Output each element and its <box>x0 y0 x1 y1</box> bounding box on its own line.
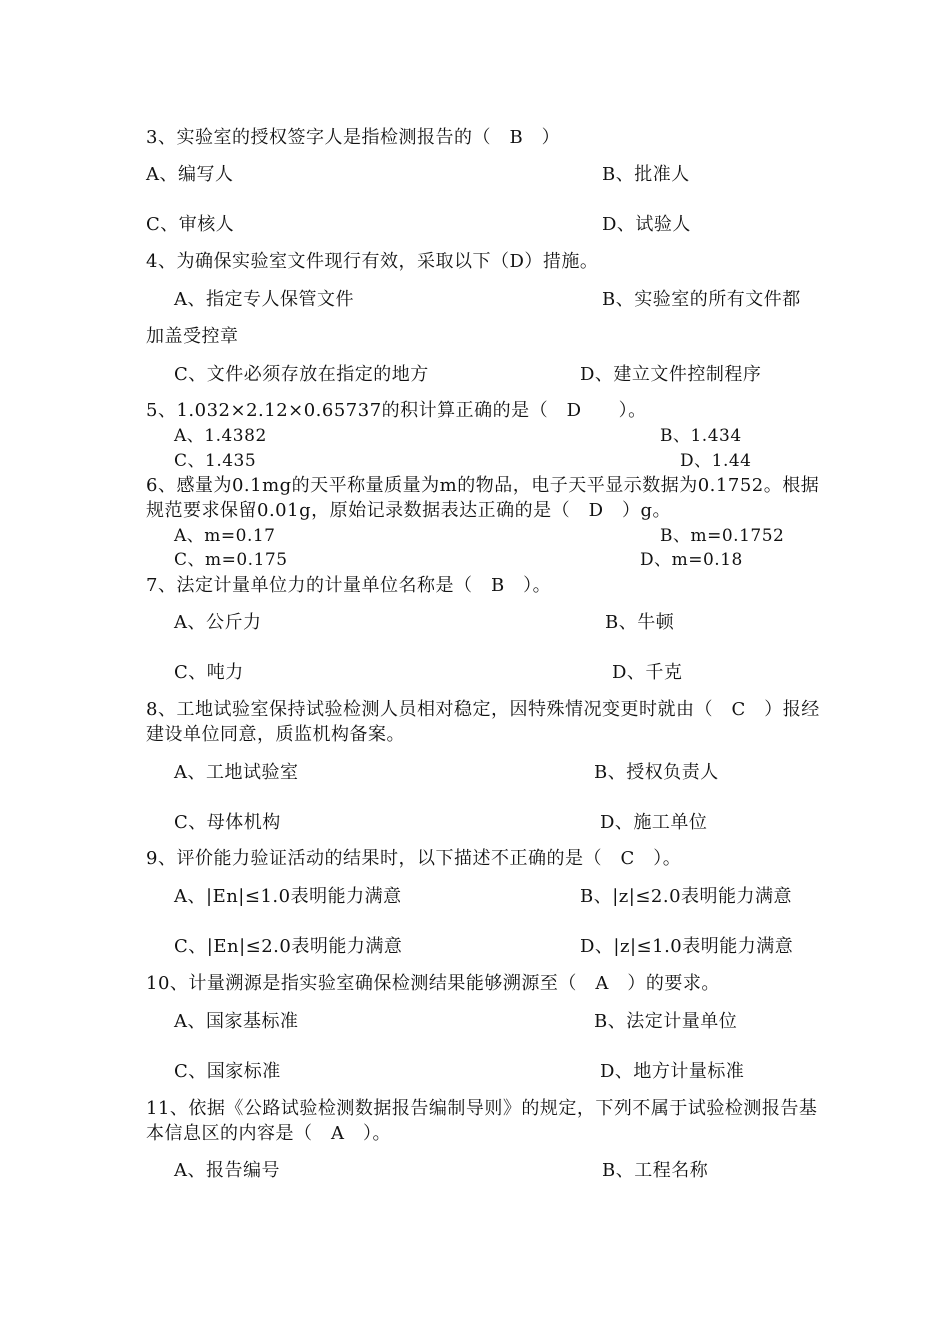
question-6-option-c: C、m=0.175 <box>174 550 288 570</box>
question-10-option-a: A、国家基标准 <box>174 1011 299 1032</box>
question-9-option-a: A、|En|≤1.0表明能力满意 <box>174 886 402 907</box>
question-9-option-b: B、|z|≤2.0表明能力满意 <box>580 886 793 907</box>
question-9-option-d: D、|z|≤1.0表明能力满意 <box>580 936 794 957</box>
question-11-option-a: A、报告编号 <box>174 1160 280 1181</box>
question-10-option-c: C、国家标准 <box>174 1061 281 1082</box>
question-7-option-b: B、牛顿 <box>605 612 675 633</box>
question-6-stem-line-2: 规范要求保留0.01g，原始记录数据表达正确的是（ D ）g。 <box>146 500 672 521</box>
question-5-option-a: A、1.4382 <box>174 426 267 446</box>
question-11-option-b: B、工程名称 <box>602 1160 709 1181</box>
question-4-option-b: B、实验室的所有文件都 <box>602 289 801 310</box>
question-6-option-b: B、m=0.1752 <box>660 526 785 546</box>
question-5-option-c: C、1.435 <box>174 451 257 471</box>
question-3-option-b: B、批准人 <box>602 164 690 185</box>
question-11-stem-line-2: 本信息区的内容是（ A ）。 <box>146 1123 391 1144</box>
question-7-option-a: A、公斤力 <box>174 612 262 633</box>
question-7-option-c: C、吨力 <box>174 662 244 683</box>
question-4-stem: 4、为确保实验室文件现行有效，采取以下（D）措施。 <box>146 251 599 272</box>
question-3-option-d: D、试验人 <box>602 214 691 235</box>
question-6-option-a: A、m=0.17 <box>174 526 276 546</box>
question-10-stem: 10、计量溯源是指实验室确保检测结果能够溯源至（ A ）的要求。 <box>146 973 720 994</box>
question-4-option-b-continued: 加盖受控章 <box>146 326 239 347</box>
question-7-stem: 7、法定计量单位力的计量单位名称是（ B ）。 <box>146 575 552 596</box>
question-8-option-a: A、工地试验室 <box>174 762 299 783</box>
question-3-stem: 3、实验室的授权签字人是指检测报告的（ B ） <box>146 127 561 148</box>
question-9-stem: 9、评价能力验证活动的结果时，以下描述不正确的是（ C ）。 <box>146 848 682 869</box>
question-8-option-d: D、施工单位 <box>600 812 708 833</box>
question-8-stem-line-2: 建设单位同意，质监机构备案。 <box>146 724 405 745</box>
question-7-option-d: D、千克 <box>612 662 683 683</box>
question-11-stem-line-1: 11、依据《公路试验检测数据报告编制导则》的规定，下列不属于试验检测报告基 <box>146 1098 818 1119</box>
question-5-option-b: B、1.434 <box>660 426 742 446</box>
question-6-option-d: D、m=0.18 <box>640 550 743 570</box>
question-3-option-c: C、审核人 <box>146 214 235 235</box>
question-9-option-c: C、|En|≤2.0表明能力满意 <box>174 936 403 957</box>
question-6-stem-line-1: 6、感量为0.1mg的天平称量质量为m的物品，电子天平显示数据为0.1752。根据 <box>146 475 820 496</box>
question-5-option-d: D、1.44 <box>680 451 752 471</box>
question-3-option-a: A、编写人 <box>146 164 234 185</box>
question-8-option-b: B、授权负责人 <box>594 762 719 783</box>
question-4-option-a: A、指定专人保管文件 <box>174 289 354 310</box>
question-4-option-c: C、文件必须存放在指定的地方 <box>174 364 429 385</box>
question-8-stem-line-1: 8、工地试验室保持试验检测人员相对稳定，因特殊情况变更时就由（ C ）报经 <box>146 699 820 720</box>
question-8-option-c: C、母体机构 <box>174 812 281 833</box>
question-10-option-d: D、地方计量标准 <box>600 1061 745 1082</box>
question-5-stem: 5、1.032×2.12×0.65737的积计算正确的是（ D ）。 <box>146 400 647 421</box>
question-4-option-d: D、建立文件控制程序 <box>580 364 762 385</box>
question-10-option-b: B、法定计量单位 <box>594 1011 738 1032</box>
